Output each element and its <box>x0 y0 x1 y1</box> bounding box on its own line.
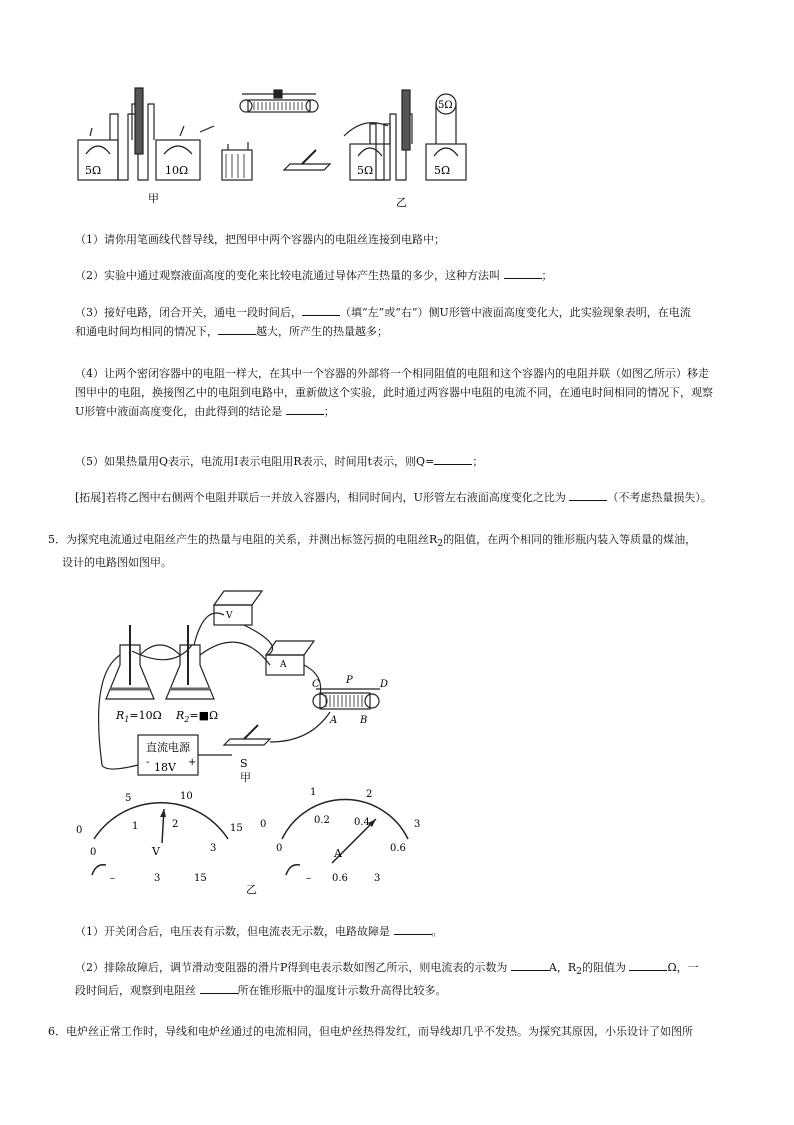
svg-text:5: 5 <box>125 793 132 804</box>
power-voltage: 18V <box>154 761 176 774</box>
svg-text:A: A <box>330 715 338 726</box>
svg-text:A: A <box>280 660 287 670</box>
label-r-right2: 5Ω <box>434 164 451 177</box>
battery-icon <box>222 150 252 180</box>
q4-part5: （5）如果热量用Q表示，电流用I表示电阻用R表示，时间用t表示，则Q= ； <box>75 455 484 468</box>
blank-q4-2[interactable] <box>504 267 542 279</box>
blank-q4-3b[interactable] <box>218 323 256 335</box>
svg-text:P: P <box>346 675 353 686</box>
label-r-mid: 10Ω <box>165 164 189 177</box>
svg-text:-: - <box>146 757 150 768</box>
figure-jia-yi <box>70 84 490 214</box>
label-r-top: 5Ω <box>438 100 453 111</box>
blank-q4-5[interactable] <box>434 453 472 465</box>
blank-q5-2b[interactable] <box>629 959 667 971</box>
svg-text:3: 3 <box>210 843 217 854</box>
svg-text:0: 0 <box>276 843 283 854</box>
ammeter-scale <box>282 800 408 839</box>
switch-label: S <box>240 757 248 770</box>
svg-text:+: + <box>188 757 197 768</box>
svg-text:15: 15 <box>230 823 243 834</box>
blank-q5-1[interactable] <box>394 923 432 935</box>
svg-text:0.6: 0.6 <box>332 873 348 884</box>
svg-text:3: 3 <box>154 873 161 884</box>
q4-extension: [拓展]若将乙图中右侧两个电阻并联后一并放入容器内，相同时间内，U形管左右液面高度变化之比为 （不考虑热量损失）。 <box>75 491 712 504</box>
svg-text:R2=■Ω: $R_2=■\Omega$ <box>176 709 219 724</box>
scale-yi <box>402 90 410 150</box>
blank-q4-4[interactable] <box>286 403 324 415</box>
blank-q4-6[interactable] <box>569 489 607 501</box>
svg-text:0: 0 <box>76 825 83 836</box>
svg-text:1: 1 <box>310 787 317 798</box>
voltmeter-scale <box>94 803 228 839</box>
power-title: 直流电源 <box>146 741 190 754</box>
svg-text:0.2: 0.2 <box>314 815 330 826</box>
svg-text:–: – <box>306 873 311 884</box>
svg-text:A: A <box>334 847 342 860</box>
svg-text:V: V <box>152 845 160 858</box>
q5-part1: （1）开关闭合后，电压表有示数，但电流表无示数，电路故障是 。 <box>75 925 443 938</box>
switch-icon <box>284 164 330 170</box>
q5-stem: 5．为探究电流通过电阻丝产生的热量与电阻的关系，并测出标签污损的电阻丝$R_2$的阻值，在两个相同的锥形瓶内装入等质量的煤油， 设计的电路图如图甲。 <box>48 533 697 570</box>
svg-text:0.6: 0.6 <box>390 843 406 854</box>
label-r-left: 5Ω <box>85 164 102 177</box>
scale-jia <box>135 88 143 154</box>
svg-text:R1=10Ω: $R_1=10\Omega$ <box>116 709 162 724</box>
svg-text:3: 3 <box>374 873 381 884</box>
svg-text:D: D <box>380 679 389 690</box>
figure-meters-yi <box>70 785 440 895</box>
voltmeter-icon <box>214 605 252 625</box>
label-jia: 甲 <box>148 192 159 205</box>
svg-text:1: 1 <box>132 821 139 832</box>
svg-text:10: 10 <box>180 791 193 802</box>
label-yi: 乙 <box>396 196 407 209</box>
svg-text:3: 3 <box>414 819 421 830</box>
flask-r2 <box>166 645 214 699</box>
q4-part1: （1）请你用笔画线代替导线，把图甲中两个容器内的电阻丝连接到电路中； <box>75 233 445 246</box>
q4-part4: （4）让两个密闭容器中的电阻一样大，在其中一个容器的外部将一个相同阻值的电阻和这个容器内的电阻并联（如图乙所示）移走 图甲中的电阻，换接图乙中的电阻到电路中，重新做这个实验，此时通过两容器中电阻的电流不同，在通电时间相同的情况下，观察 U形管中液面高度变化，由此得到的结论是 ； <box>75 367 713 418</box>
svg-text:15: 15 <box>194 873 207 884</box>
label-r-right1: 5Ω <box>357 164 374 177</box>
svg-text:0.4: 0.4 <box>354 817 370 828</box>
q4-part3: （3）接好电路，闭合开关，通电一段时间后， （填“左”或“右”）侧U形管中液面高度变化大，此实验现象表明，在电流 和通电时间均相同的情况下， 越大，所产生的热量越多； <box>75 306 691 338</box>
circuit-label-jia: 甲 <box>240 771 251 784</box>
svg-text:0: 0 <box>90 847 97 858</box>
svg-text:C: C <box>312 679 320 690</box>
switch-s <box>224 739 270 745</box>
svg-text:2: 2 <box>172 819 179 830</box>
svg-text:–: – <box>110 873 115 884</box>
figure-circuit-jia <box>90 585 410 785</box>
q4-part2: （2）实验中通过观察液面高度的变化来比较电流通过导体产生热量的多少，这种方法叫 ； <box>75 269 553 282</box>
svg-text:B: B <box>360 715 368 726</box>
svg-text:0: 0 <box>260 819 267 830</box>
meters-label-yi: 乙 <box>246 883 257 895</box>
q6-stem: 6．电炉丝正常工作时，导线和电炉丝通过的电流相同，但电炉丝热得发红，而导线却几乎不发热。为探究其原因，小乐设计了如图所 <box>48 1025 693 1038</box>
q5-part2: （2）排除故障后，调节滑动变阻器的滑片P得到电表示数如图乙所示，则电流表的示数为 A，$R_2$的阻值为 Ω，一 段时间后，观察到电阻丝 所在锥形瓶中的温度计示数升高得比较多。 <box>75 961 699 998</box>
blank-q5-2c[interactable] <box>200 982 238 994</box>
coil-left <box>86 146 110 154</box>
svg-text:V: V <box>226 611 233 621</box>
svg-text:2: 2 <box>366 789 373 800</box>
blank-q4-3a[interactable] <box>302 304 340 316</box>
blank-q5-2a[interactable] <box>511 959 549 971</box>
